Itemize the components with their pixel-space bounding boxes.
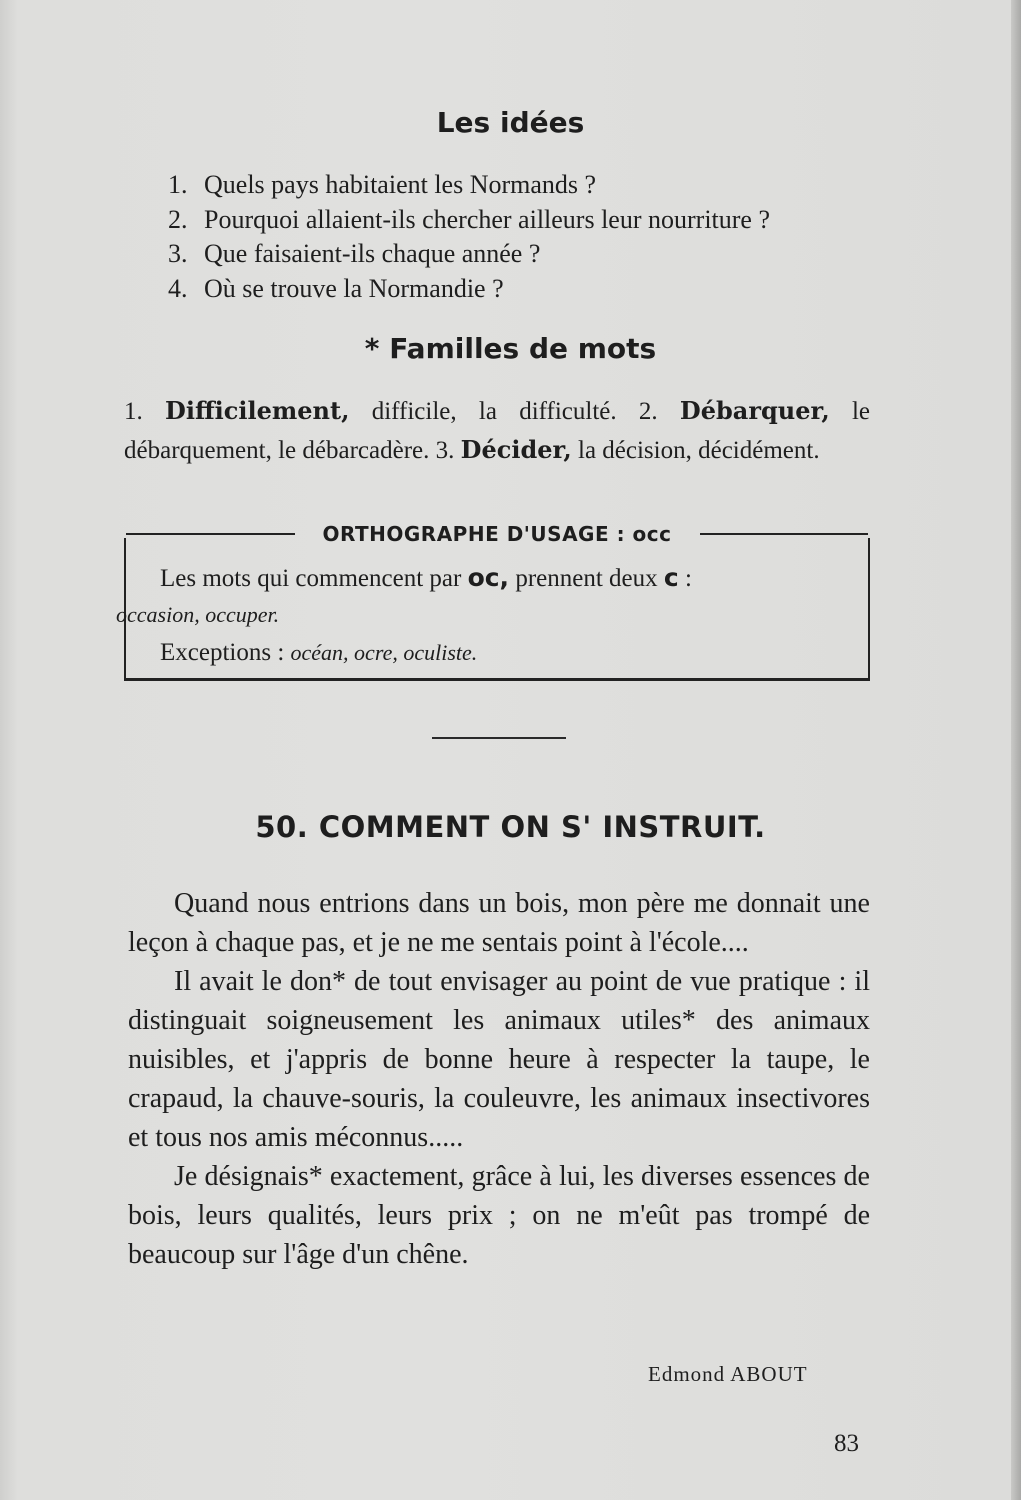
page-number: 83 [834, 1430, 859, 1457]
question-text: Quels pays habitaient les Normands ? [204, 170, 597, 199]
rule-end: : [684, 565, 692, 592]
familles-num-3: 3. [435, 437, 455, 464]
orthographe-box [116, 522, 870, 681]
question-item [168, 272, 888, 307]
familles-title: * Familles de mots [364, 332, 657, 365]
chapter-title: 50. COMMENT ON S' INSTRUIT. [255, 810, 766, 844]
question-item [168, 203, 888, 238]
idees-title: Les idées [436, 106, 585, 139]
question-item [168, 168, 888, 203]
familles-word-3: Décider, [460, 435, 572, 464]
orthographe-heading-text: ORTHOGRAPHE D'USAGE : occ [322, 522, 672, 546]
page-edge-shadow [1011, 0, 1021, 1500]
author-name: Edmond ABOUT [648, 1362, 808, 1386]
question-number: 1. [168, 170, 188, 199]
question-text: Où se trouve la Normandie ? [204, 273, 504, 303]
idees-questions [168, 168, 888, 306]
reading-paragraph: Quand nous entrions dans un bois, mon père me donnait une leçon à chaque pas, et je ne me sentais point à l'école.... [128, 888, 870, 958]
exceptions-label: Exceptions : [160, 639, 285, 666]
orthographe-rule [160, 560, 850, 597]
reading-text [128, 884, 870, 1274]
question-text: Que faisaient-ils chaque année ? [204, 239, 541, 268]
rule-bold-oc: oc, [467, 563, 510, 592]
question-number: 2. [168, 204, 188, 234]
reading-paragraph: Il avait le don* de tout envisager au point de vue pratique : il distinguait soigneusement les animaux utiles* des animaux nuisibles, et j'appris de bonne heure à respecter la taupe, le crapaud, la chauve-souris, la couleuvre, les animaux insectivores et tous nos amis méconnus..... [128, 966, 870, 1153]
familles-rest-3: la décision, décidément. [578, 437, 820, 464]
familles-num-1: 1. [124, 398, 143, 425]
exceptions-words: océan, ocre, oculiste. [290, 640, 478, 665]
question-item [168, 237, 888, 272]
question-text: Pourquoi allaient-ils chercher ailleurs leur nourriture ? [204, 204, 771, 234]
heading-rule-left [126, 533, 295, 535]
familles-word-2: Débarquer, [679, 396, 830, 425]
orthographe-exceptions [160, 635, 850, 671]
orthographe-heading [126, 522, 868, 546]
familles-rest-1: difficile, la difficulté. [371, 398, 617, 425]
rule-start: Les mots qui commencent par [160, 565, 462, 592]
rule-mid: prennent deux [515, 565, 658, 592]
section-separator [432, 737, 566, 739]
familles-num-2: 2. [638, 398, 658, 425]
familles-rest-2: le débarquement, le débarcadère. [124, 398, 871, 464]
rule-bold-c: c [663, 563, 679, 592]
orthographe-examples: occasion, occuper. [116, 602, 280, 627]
familles-text [124, 392, 870, 470]
familles-word-1: Difficilement, [165, 396, 350, 425]
reading-paragraph: Je désignais* exactement, grâce à lui, les diverses essences de bois, leurs qualités, leurs prix ; on ne m'eût pas trompé de beaucoup sur l'âge d'un chêne. [128, 1161, 870, 1270]
question-number: 4. [168, 273, 188, 303]
question-number: 3. [168, 239, 188, 268]
heading-rule-right [700, 533, 869, 535]
orthographe-body [116, 560, 850, 671]
